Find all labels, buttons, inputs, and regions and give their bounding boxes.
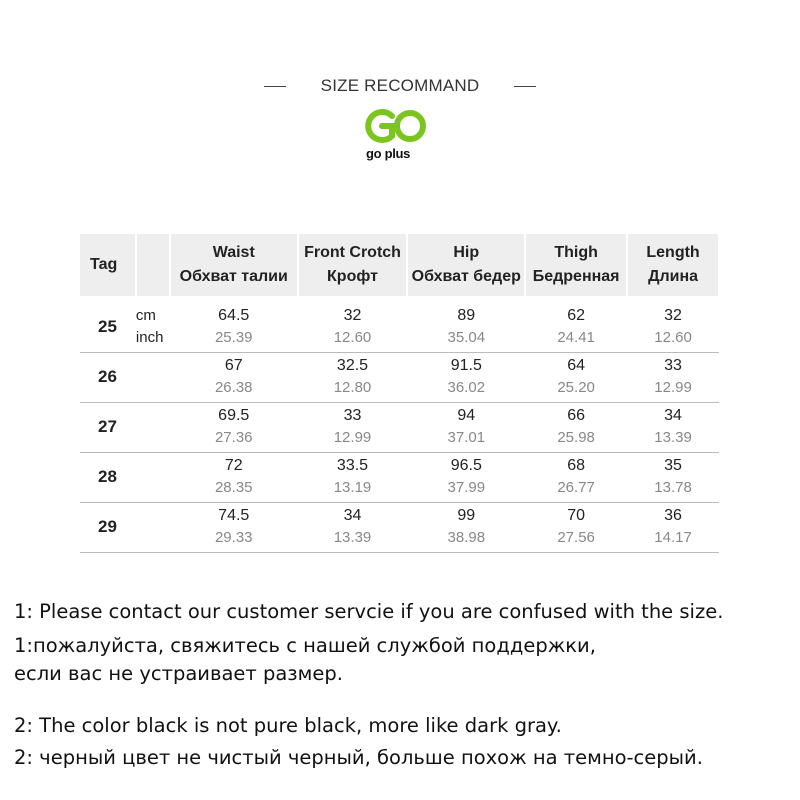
table-header-row-ru (80, 265, 719, 296)
note-1-en: 1: Please contact our customer servcie if you are confused with the size. (14, 600, 724, 623)
header-title: SIZE RECOMMAND (320, 76, 480, 95)
size-header (0, 76, 800, 96)
col-header-hip-en: Hip (407, 234, 525, 265)
table-row (80, 502, 719, 552)
table-row (80, 452, 719, 502)
col-header-hip-ru: Обхват бедер (407, 265, 525, 296)
table-row (80, 402, 719, 452)
cell-hip: 94 37.01 (407, 402, 525, 452)
row-tag: 28 (80, 452, 136, 502)
cell-crotch: 34 13.39 (298, 502, 408, 552)
brand-logo (362, 106, 428, 166)
note-1-ru-line2: если вас не устраивает размер. (14, 662, 343, 685)
col-header-thigh-en: Thigh (525, 234, 627, 265)
cell-hip: 89 35.04 (407, 302, 525, 352)
row-tag: 29 (80, 502, 136, 552)
cell-waist: 67 26.38 (170, 352, 298, 402)
unit-inch-label: inch (135, 328, 164, 346)
row-units (136, 502, 170, 552)
go-logo-icon (362, 106, 428, 146)
cell-waist: 69.5 27.36 (170, 402, 298, 452)
col-header-waist-en: Waist (170, 234, 298, 265)
row-units (136, 402, 170, 452)
col-header-thigh-ru: Бедренная (525, 265, 627, 296)
note-1-ru-line1: 1:пожалуйста, свяжитесь с нашей службой поддержки, (14, 634, 596, 657)
cell-length: 34 13.39 (627, 402, 719, 452)
col-header-waist-ru: Обхват талии (170, 265, 298, 296)
cell-waist: 74.5 29.33 (170, 502, 298, 552)
size-table-container (80, 234, 720, 553)
row-tag: 25 (80, 302, 136, 352)
cell-length: 33 12.99 (627, 352, 719, 402)
cell-hip: 91.5 36.02 (407, 352, 525, 402)
cell-crotch: 33 12.99 (298, 402, 408, 452)
unit-cm-label: cm (135, 306, 156, 324)
cell-thigh: 62 24.41 (525, 302, 627, 352)
row-units (136, 302, 170, 352)
table-row (80, 352, 719, 402)
cell-crotch: 33.5 13.19 (298, 452, 408, 502)
row-tag: 27 (80, 402, 136, 452)
table-row (80, 302, 719, 352)
cell-crotch: 32.5 12.80 (298, 352, 408, 402)
size-table (80, 234, 720, 553)
note-2-en: 2: The color black is not pure black, more like dark gray. (14, 714, 562, 737)
row-tag: 26 (80, 352, 136, 402)
cell-crotch: 32 12.60 (298, 302, 408, 352)
cell-length: 36 14.17 (627, 502, 719, 552)
tag-header: Tag (80, 234, 136, 296)
unit-header (136, 234, 170, 296)
row-units (136, 452, 170, 502)
notes-section (14, 598, 794, 772)
row-units (136, 352, 170, 402)
col-header-crotch-ru: Крофт (298, 265, 408, 296)
cell-waist: 72 28.35 (170, 452, 298, 502)
cell-hip: 99 38.98 (407, 502, 525, 552)
cell-length: 32 12.60 (627, 302, 719, 352)
table-header-row-en (80, 234, 719, 265)
cell-thigh: 66 25.98 (525, 402, 627, 452)
cell-waist: 64.5 25.39 (170, 302, 298, 352)
col-header-length-ru: Длина (627, 265, 719, 296)
note-2-ru: 2: черный цвет не чистый черный, больше похож на темно-серый. (14, 746, 703, 769)
cell-length: 35 13.78 (627, 452, 719, 502)
header-dash-left (264, 86, 286, 87)
cell-hip: 96.5 37.99 (407, 452, 525, 502)
brand-name: go plus (366, 146, 411, 161)
header-dash-right (514, 86, 536, 87)
cell-thigh: 70 27.56 (525, 502, 627, 552)
cell-thigh: 64 25.20 (525, 352, 627, 402)
col-header-length-en: Length (627, 234, 719, 265)
cell-thigh: 68 26.77 (525, 452, 627, 502)
col-header-crotch-en: Front Crotch (298, 234, 408, 265)
